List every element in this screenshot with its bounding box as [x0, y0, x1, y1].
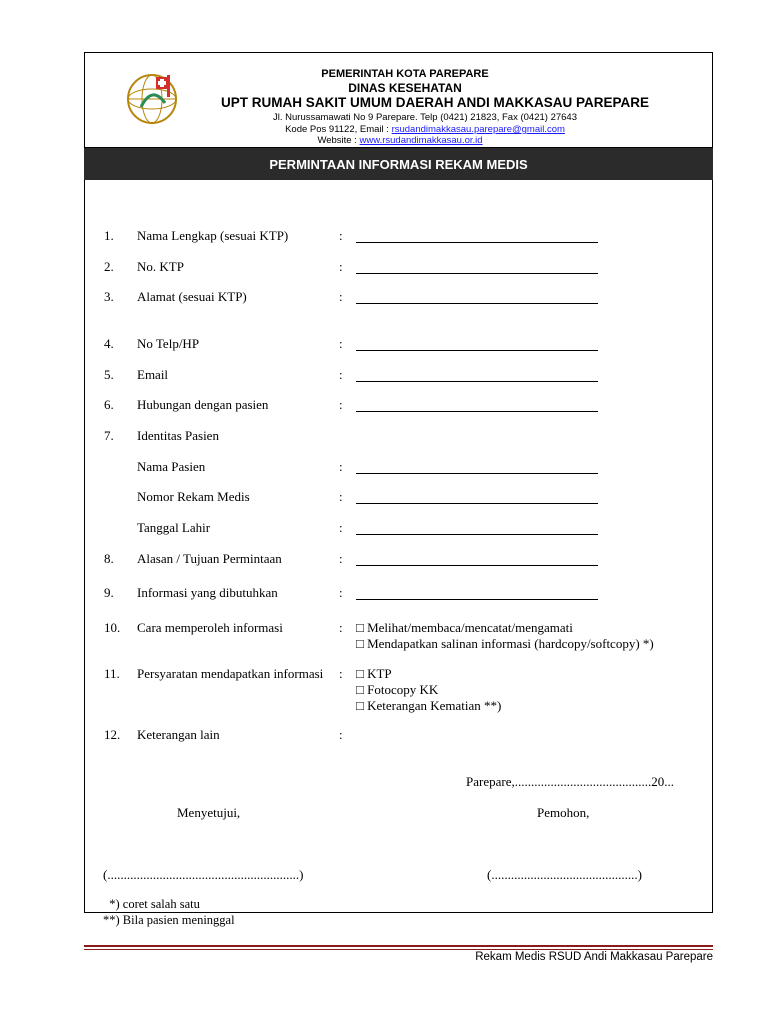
- colon: :: [339, 228, 343, 243]
- purpose-input[interactable]: [356, 565, 598, 566]
- header-hospital-name: UPT RUMAH SAKIT UMUM DAERAH ANDI MAKKASAU PAREPARE: [221, 95, 649, 110]
- field-number: 8.: [104, 551, 114, 566]
- method-options: [356, 620, 654, 652]
- full-name-input[interactable]: [356, 242, 598, 243]
- colon: :: [339, 727, 343, 742]
- method-option-view-checkbox[interactable]: □ Melihat/membaca/mencatat/mengamati: [356, 620, 573, 635]
- field-number: 3.: [104, 289, 114, 304]
- field-label: Alamat (sesuai KTP): [137, 289, 247, 304]
- colon: :: [339, 367, 343, 382]
- colon: :: [339, 397, 343, 412]
- colon: :: [339, 520, 343, 535]
- field-number: 6.: [104, 397, 114, 412]
- field-number: 12.: [104, 727, 121, 742]
- requirement-options: [356, 666, 501, 714]
- footer-text: Rekam Medis RSUD Andi Makkasau Parepare: [475, 951, 713, 963]
- header-line-government: PEMERINTAH KOTA PAREPARE: [321, 68, 489, 80]
- field-label: Alasan / Tujuan Permintaan: [137, 551, 282, 566]
- email-link[interactable]: rsudandimakkasau.parepare@gmail.com: [391, 124, 565, 135]
- approver-label: Menyetujui,: [177, 805, 241, 820]
- colon: :: [339, 336, 343, 351]
- requirement-ktp-checkbox[interactable]: □ KTP: [356, 666, 392, 681]
- field-label: Nama Lengkap (sesuai KTP): [137, 228, 289, 243]
- field-number: 7.: [104, 428, 114, 443]
- field-label: No Telp/HP: [137, 336, 200, 351]
- field-label: Nomor Rekam Medis: [137, 489, 250, 504]
- field-number: 4.: [104, 336, 114, 351]
- birth-date-input[interactable]: [356, 534, 598, 535]
- colon: :: [339, 585, 343, 600]
- field-label: Tanggal Lahir: [137, 520, 211, 535]
- colon: :: [339, 289, 343, 304]
- header-contact: [245, 124, 605, 135]
- postal-code-text: Kode Pos 91122, Email :: [285, 124, 392, 135]
- colon: :: [339, 459, 343, 474]
- header-address: Jl. Nurussamawati No 9 Parepare. Telp (0421) 21823, Fax (0421) 27643: [273, 112, 577, 123]
- place-date: Parepare,..........................................20...: [466, 774, 674, 789]
- form-title: PERMINTAAN INFORMASI REKAM MEDIS: [84, 147, 713, 180]
- field-number: 1.: [104, 228, 114, 243]
- field-label: Email: [137, 367, 169, 382]
- requirement-death-certificate-checkbox[interactable]: □ Keterangan Kematian **): [356, 698, 502, 713]
- ktp-input[interactable]: [356, 273, 598, 274]
- field-label: Identitas Pasien: [137, 428, 219, 443]
- hospital-logo-icon: [121, 67, 183, 129]
- field-label: Hubungan dengan pasien: [137, 397, 269, 412]
- colon: :: [339, 489, 343, 504]
- field-label: Informasi yang dibutuhkan: [137, 585, 278, 600]
- letterhead: [85, 53, 712, 147]
- field-label: No. KTP: [137, 259, 184, 274]
- field-label: Keterangan lain: [137, 727, 220, 742]
- header-website: [245, 135, 555, 146]
- field-number: 9.: [104, 585, 114, 600]
- field-number: 11.: [104, 666, 120, 681]
- field-number: 5.: [104, 367, 114, 382]
- field-label: Persyaratan mendapatkan informasi: [137, 666, 324, 681]
- method-option-copy-checkbox[interactable]: □ Mendapatkan salinan informasi (hardcopy/softcopy) *): [356, 636, 654, 651]
- phone-input[interactable]: [356, 350, 598, 351]
- header-line-department: DINAS KESEHATAN: [348, 81, 462, 95]
- colon: :: [339, 620, 343, 635]
- colon: :: [339, 666, 343, 681]
- colon: :: [339, 259, 343, 274]
- footnote-single: *) coret salah satu: [103, 897, 200, 911]
- record-number-input[interactable]: [356, 503, 598, 504]
- approver-signature-blank[interactable]: (...........................................................): [103, 867, 304, 882]
- colon: :: [339, 551, 343, 566]
- email-input[interactable]: [356, 381, 598, 382]
- website-label: Website :: [317, 135, 360, 146]
- information-needed-input[interactable]: [356, 599, 598, 600]
- patient-name-input[interactable]: [356, 473, 598, 474]
- field-label: Cara memperoleh informasi: [137, 620, 283, 635]
- field-number: 2.: [104, 259, 114, 274]
- requirement-kk-checkbox[interactable]: □ Fotocopy KK: [356, 682, 439, 697]
- website-link[interactable]: www.rsudandimakkasau.or.id: [359, 135, 483, 146]
- relationship-input[interactable]: [356, 411, 598, 412]
- field-number: 10.: [104, 620, 121, 635]
- footer-divider-thin: [84, 949, 713, 950]
- address-input[interactable]: [356, 303, 598, 304]
- footnotes: [103, 896, 235, 928]
- footnote-double: **) Bila pasien meninggal: [103, 913, 235, 927]
- applicant-signature-blank[interactable]: (.............................................): [487, 867, 642, 882]
- field-label: Nama Pasien: [137, 459, 206, 474]
- footer-divider: [84, 945, 713, 947]
- applicant-label: Pemohon,: [537, 805, 590, 820]
